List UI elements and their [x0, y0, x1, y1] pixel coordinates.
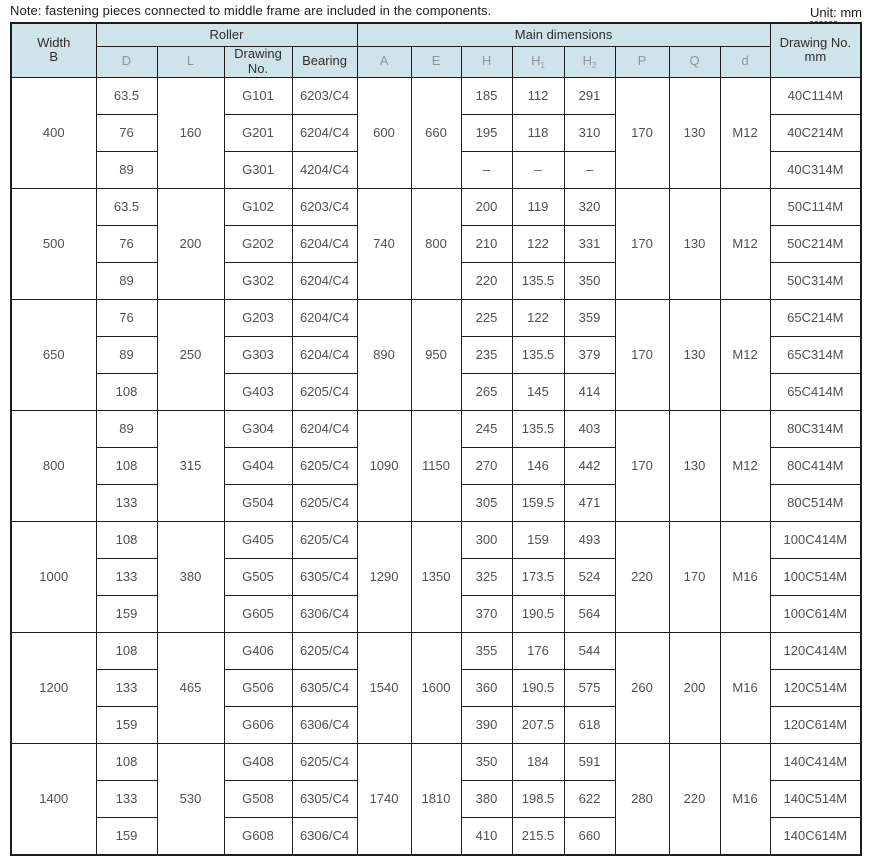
cell-bearing: 6204/C4: [292, 262, 357, 299]
cell-dim-q: 130: [669, 188, 720, 299]
cell-roller-drawing-no: G203: [224, 299, 292, 336]
unit-value: mm: [840, 5, 862, 20]
header-drawing-no-line1: Drawing No.: [779, 34, 852, 50]
cell-dim-h: 225: [461, 299, 512, 336]
cell-dim-h: 390: [461, 706, 512, 743]
cell-drawing-code: 50C314M: [770, 262, 861, 299]
cell-dim-h1: 122: [512, 225, 564, 262]
cell-bearing: 6306/C4: [292, 817, 357, 855]
cell-drawing-code: 80C514M: [770, 484, 861, 521]
cell-dim-h2: 493: [564, 521, 615, 558]
cell-dim-d-thread: M12: [720, 410, 770, 521]
cell-roller-drawing-no: G201: [224, 114, 292, 151]
header-col-bearing: Bearing: [292, 47, 357, 78]
cell-dim-h: 235: [461, 336, 512, 373]
cell-dim-a: 1540: [357, 632, 411, 743]
cell-roller-d: 89: [96, 262, 157, 299]
cell-bearing: 6305/C4: [292, 669, 357, 706]
cell-drawing-code: 140C414M: [770, 743, 861, 780]
cell-roller-d: 63.5: [96, 77, 157, 114]
cell-roller-d: 108: [96, 743, 157, 780]
header-col-h1: $H_1$: [512, 47, 564, 78]
cell-drawing-code: 50C214M: [770, 225, 861, 262]
cell-bearing: 6204/C4: [292, 114, 357, 151]
cell-roller-d: 133: [96, 558, 157, 595]
cell-width-b: 800: [11, 410, 96, 521]
cell-roller-drawing-no: G505: [224, 558, 292, 595]
cell-dim-h2: –: [564, 151, 615, 188]
cell-dim-h1: 207.5: [512, 706, 564, 743]
cell-dim-h2: 320: [564, 188, 615, 225]
cell-drawing-code: 140C514M: [770, 780, 861, 817]
cell-dim-h2: 331: [564, 225, 615, 262]
cell-roller-drawing-no: G304: [224, 410, 292, 447]
cell-dim-e: 1600: [411, 632, 461, 743]
cell-dim-h1: 173.5: [512, 558, 564, 595]
cell-bearing: 6205/C4: [292, 521, 357, 558]
cell-drawing-code: 40C114M: [770, 77, 861, 114]
header-col-h2: $H_2$: [564, 47, 615, 78]
cell-dim-q: 200: [669, 632, 720, 743]
cell-dim-e: 1150: [411, 410, 461, 521]
header-drawing-no-mm: [770, 23, 861, 77]
cell-roller-d: 133: [96, 780, 157, 817]
cell-drawing-code: 100C514M: [770, 558, 861, 595]
cell-dim-h1: 176: [512, 632, 564, 669]
cell-dim-h1: 112: [512, 77, 564, 114]
table-row: [11, 743, 861, 780]
header-col-q: Q: [669, 47, 720, 78]
table-row: [11, 77, 861, 114]
header-col-d-thread: d: [720, 47, 770, 78]
cell-dim-p: 170: [615, 77, 669, 188]
cell-dim-d-thread: M16: [720, 632, 770, 743]
cell-drawing-code: 50C114M: [770, 188, 861, 225]
cell-dim-h: 200: [461, 188, 512, 225]
cell-roller-drawing-no: G406: [224, 632, 292, 669]
cell-roller-l: 315: [157, 410, 224, 521]
cell-roller-drawing-no: G508: [224, 780, 292, 817]
table-row: [11, 188, 861, 225]
cell-dim-h: 410: [461, 817, 512, 855]
cell-dim-d-thread: M12: [720, 77, 770, 188]
cell-roller-drawing-no: G606: [224, 706, 292, 743]
header-width-line2: B: [49, 49, 59, 65]
cell-bearing: 4204/C4: [292, 151, 357, 188]
cell-roller-d: 89: [96, 336, 157, 373]
cell-dim-q: 130: [669, 410, 720, 521]
cell-dim-p: 170: [615, 410, 669, 521]
table-header: [11, 23, 861, 77]
cell-dim-h2: 310: [564, 114, 615, 151]
cell-roller-drawing-no: G408: [224, 743, 292, 780]
cell-dim-h: 220: [461, 262, 512, 299]
cell-dim-h2: 564: [564, 595, 615, 632]
cell-drawing-code: 120C414M: [770, 632, 861, 669]
cell-bearing: 6306/C4: [292, 595, 357, 632]
cell-roller-l: 250: [157, 299, 224, 410]
cell-dim-h2: 414: [564, 373, 615, 410]
header-col-h: H: [461, 47, 512, 78]
cell-dim-h2: 618: [564, 706, 615, 743]
cell-roller-drawing-no: G504: [224, 484, 292, 521]
cell-width-b: 650: [11, 299, 96, 410]
cell-dim-h1: 146: [512, 447, 564, 484]
cell-roller-d: 108: [96, 521, 157, 558]
cell-dim-q: 130: [669, 77, 720, 188]
cell-drawing-code: 65C314M: [770, 336, 861, 373]
header-roller: Roller: [96, 23, 357, 47]
cell-drawing-code: 100C414M: [770, 521, 861, 558]
cell-dim-a: 890: [357, 299, 411, 410]
cell-roller-d: 89: [96, 410, 157, 447]
cell-dim-h: 210: [461, 225, 512, 262]
unit-label: Unit:: [809, 5, 837, 20]
cell-roller-d: 76: [96, 225, 157, 262]
cell-dim-h: 195: [461, 114, 512, 151]
cell-dim-q: 170: [669, 521, 720, 632]
cell-bearing: 6305/C4: [292, 558, 357, 595]
cell-dim-a: 740: [357, 188, 411, 299]
cell-dim-h: 355: [461, 632, 512, 669]
cell-width-b: 500: [11, 188, 96, 299]
cell-dim-h: 380: [461, 780, 512, 817]
cell-dim-p: 280: [615, 743, 669, 855]
cell-width-b: 1200: [11, 632, 96, 743]
table-body: [11, 77, 861, 855]
cell-dim-h1: 135.5: [512, 410, 564, 447]
cell-roller-d: 89: [96, 151, 157, 188]
cell-roller-d: 108: [96, 632, 157, 669]
cell-dim-h1: 184: [512, 743, 564, 780]
cell-dim-h: 325: [461, 558, 512, 595]
cell-dim-e: 660: [411, 77, 461, 188]
cell-dim-h: 360: [461, 669, 512, 706]
cell-dim-h: 300: [461, 521, 512, 558]
cell-dim-h1: 198.5: [512, 780, 564, 817]
cell-dim-h2: 403: [564, 410, 615, 447]
cell-dim-h: 270: [461, 447, 512, 484]
cell-dim-h1: –: [512, 151, 564, 188]
cell-width-b: 1400: [11, 743, 96, 855]
cell-roller-l: 530: [157, 743, 224, 855]
dimensions-table: [10, 22, 862, 856]
cell-dim-a: 600: [357, 77, 411, 188]
cell-dim-d-thread: M12: [720, 188, 770, 299]
cell-dim-h2: 660: [564, 817, 615, 855]
cell-drawing-code: 100C614M: [770, 595, 861, 632]
cell-drawing-code: 65C214M: [770, 299, 861, 336]
cell-bearing: 6204/C4: [292, 410, 357, 447]
cell-dim-h1: 190.5: [512, 669, 564, 706]
cell-dim-h2: 379: [564, 336, 615, 373]
cell-dim-h1: 159: [512, 521, 564, 558]
header-drawing-no-line2: mm: [804, 49, 827, 65]
cell-width-b: 1000: [11, 521, 96, 632]
cell-dim-p: 170: [615, 188, 669, 299]
cell-dim-h1: 215.5: [512, 817, 564, 855]
header-col-p: P: [615, 47, 669, 78]
cell-roller-l: 160: [157, 77, 224, 188]
cell-dim-h2: 291: [564, 77, 615, 114]
cell-dim-h2: 350: [564, 262, 615, 299]
cell-dim-h1: 159.5: [512, 484, 564, 521]
cell-roller-d: 159: [96, 595, 157, 632]
cell-bearing: 6306/C4: [292, 706, 357, 743]
cell-dim-h1: 118: [512, 114, 564, 151]
cell-dim-h2: 359: [564, 299, 615, 336]
cell-dim-h: 245: [461, 410, 512, 447]
cell-roller-d: 63.5: [96, 188, 157, 225]
cell-dim-h: 350: [461, 743, 512, 780]
cell-dim-h: 305: [461, 484, 512, 521]
cell-dim-h2: 575: [564, 669, 615, 706]
cell-drawing-code: 40C214M: [770, 114, 861, 151]
cell-drawing-code: 80C314M: [770, 410, 861, 447]
cell-roller-drawing-no: G403: [224, 373, 292, 410]
cell-roller-drawing-no: G303: [224, 336, 292, 373]
header-col-e: E: [411, 47, 461, 78]
cell-dim-p: 170: [615, 299, 669, 410]
cell-dim-p: 220: [615, 521, 669, 632]
cell-width-b: 400: [11, 77, 96, 188]
header-width-line1: Width: [37, 34, 71, 50]
table-row: [11, 521, 861, 558]
cell-dim-h: –: [461, 151, 512, 188]
cell-dim-e: 950: [411, 299, 461, 410]
unit-indicator: [810, 5, 862, 20]
cell-drawing-code: 120C614M: [770, 706, 861, 743]
cell-roller-drawing-no: G605: [224, 595, 292, 632]
cell-bearing: 6204/C4: [292, 225, 357, 262]
header-col-drawing-no: Drawing No.: [224, 47, 292, 78]
cell-bearing: 6205/C4: [292, 743, 357, 780]
table-row: [11, 410, 861, 447]
cell-roller-d: 133: [96, 484, 157, 521]
cell-dim-d-thread: M16: [720, 521, 770, 632]
cell-dim-q: 220: [669, 743, 720, 855]
cell-dim-h1: 145: [512, 373, 564, 410]
cell-bearing: 6203/C4: [292, 77, 357, 114]
cell-bearing: 6203/C4: [292, 188, 357, 225]
cell-bearing: 6204/C4: [292, 336, 357, 373]
cell-roller-d: 108: [96, 447, 157, 484]
cell-roller-drawing-no: G202: [224, 225, 292, 262]
cell-dim-h2: 524: [564, 558, 615, 595]
cell-roller-l: 200: [157, 188, 224, 299]
cell-dim-h2: 442: [564, 447, 615, 484]
cell-dim-a: 1740: [357, 743, 411, 855]
cell-drawing-code: 80C414M: [770, 447, 861, 484]
header-col-d: D: [96, 47, 157, 78]
cell-dim-h1: 122: [512, 299, 564, 336]
note-text: Note: fastening pieces connected to middle frame are included in the components.: [10, 3, 492, 18]
cell-roller-drawing-no: G404: [224, 447, 292, 484]
cell-roller-drawing-no: G102: [224, 188, 292, 225]
cell-bearing: 6205/C4: [292, 632, 357, 669]
cell-roller-l: 380: [157, 521, 224, 632]
cell-drawing-code: 40C314M: [770, 151, 861, 188]
cell-dim-q: 130: [669, 299, 720, 410]
cell-dim-h: 185: [461, 77, 512, 114]
cell-bearing: 6204/C4: [292, 299, 357, 336]
cell-dim-h2: 471: [564, 484, 615, 521]
cell-drawing-code: 140C614M: [770, 817, 861, 855]
cell-dim-a: 1290: [357, 521, 411, 632]
cell-roller-drawing-no: G608: [224, 817, 292, 855]
cell-dim-h1: 135.5: [512, 262, 564, 299]
cell-roller-d: 76: [96, 114, 157, 151]
cell-dim-h1: 135.5: [512, 336, 564, 373]
cell-dim-h1: 190.5: [512, 595, 564, 632]
cell-dim-h2: 622: [564, 780, 615, 817]
cell-roller-drawing-no: G405: [224, 521, 292, 558]
cell-dim-h: 265: [461, 373, 512, 410]
table-row: [11, 632, 861, 669]
cell-dim-e: 1350: [411, 521, 461, 632]
cell-dim-e: 800: [411, 188, 461, 299]
cell-roller-d: 76: [96, 299, 157, 336]
cell-roller-d: 159: [96, 706, 157, 743]
cell-roller-drawing-no: G506: [224, 669, 292, 706]
cell-roller-drawing-no: G101: [224, 77, 292, 114]
cell-dim-d-thread: M12: [720, 299, 770, 410]
header-col-l: L: [157, 47, 224, 78]
cell-drawing-code: 65C414M: [770, 373, 861, 410]
cell-bearing: 6205/C4: [292, 447, 357, 484]
cell-bearing: 6205/C4: [292, 484, 357, 521]
cell-roller-d: 108: [96, 373, 157, 410]
table-row: [11, 299, 861, 336]
cell-dim-h2: 591: [564, 743, 615, 780]
cell-bearing: 6205/C4: [292, 373, 357, 410]
cell-dim-e: 1810: [411, 743, 461, 855]
cell-dim-h1: 119: [512, 188, 564, 225]
cell-roller-d: 159: [96, 817, 157, 855]
header-main-dimensions: Main dimensions: [357, 23, 770, 47]
cell-dim-p: 260: [615, 632, 669, 743]
cell-drawing-code: 120C514M: [770, 669, 861, 706]
cell-roller-drawing-no: G301: [224, 151, 292, 188]
cell-roller-d: 133: [96, 669, 157, 706]
header-col-a: A: [357, 47, 411, 78]
cell-dim-h2: 544: [564, 632, 615, 669]
header-width-b: [11, 23, 96, 77]
cell-roller-l: 465: [157, 632, 224, 743]
cell-dim-h: 370: [461, 595, 512, 632]
cell-dim-d-thread: M16: [720, 743, 770, 855]
cell-bearing: 6305/C4: [292, 780, 357, 817]
cell-roller-drawing-no: G302: [224, 262, 292, 299]
cell-dim-a: 1090: [357, 410, 411, 521]
